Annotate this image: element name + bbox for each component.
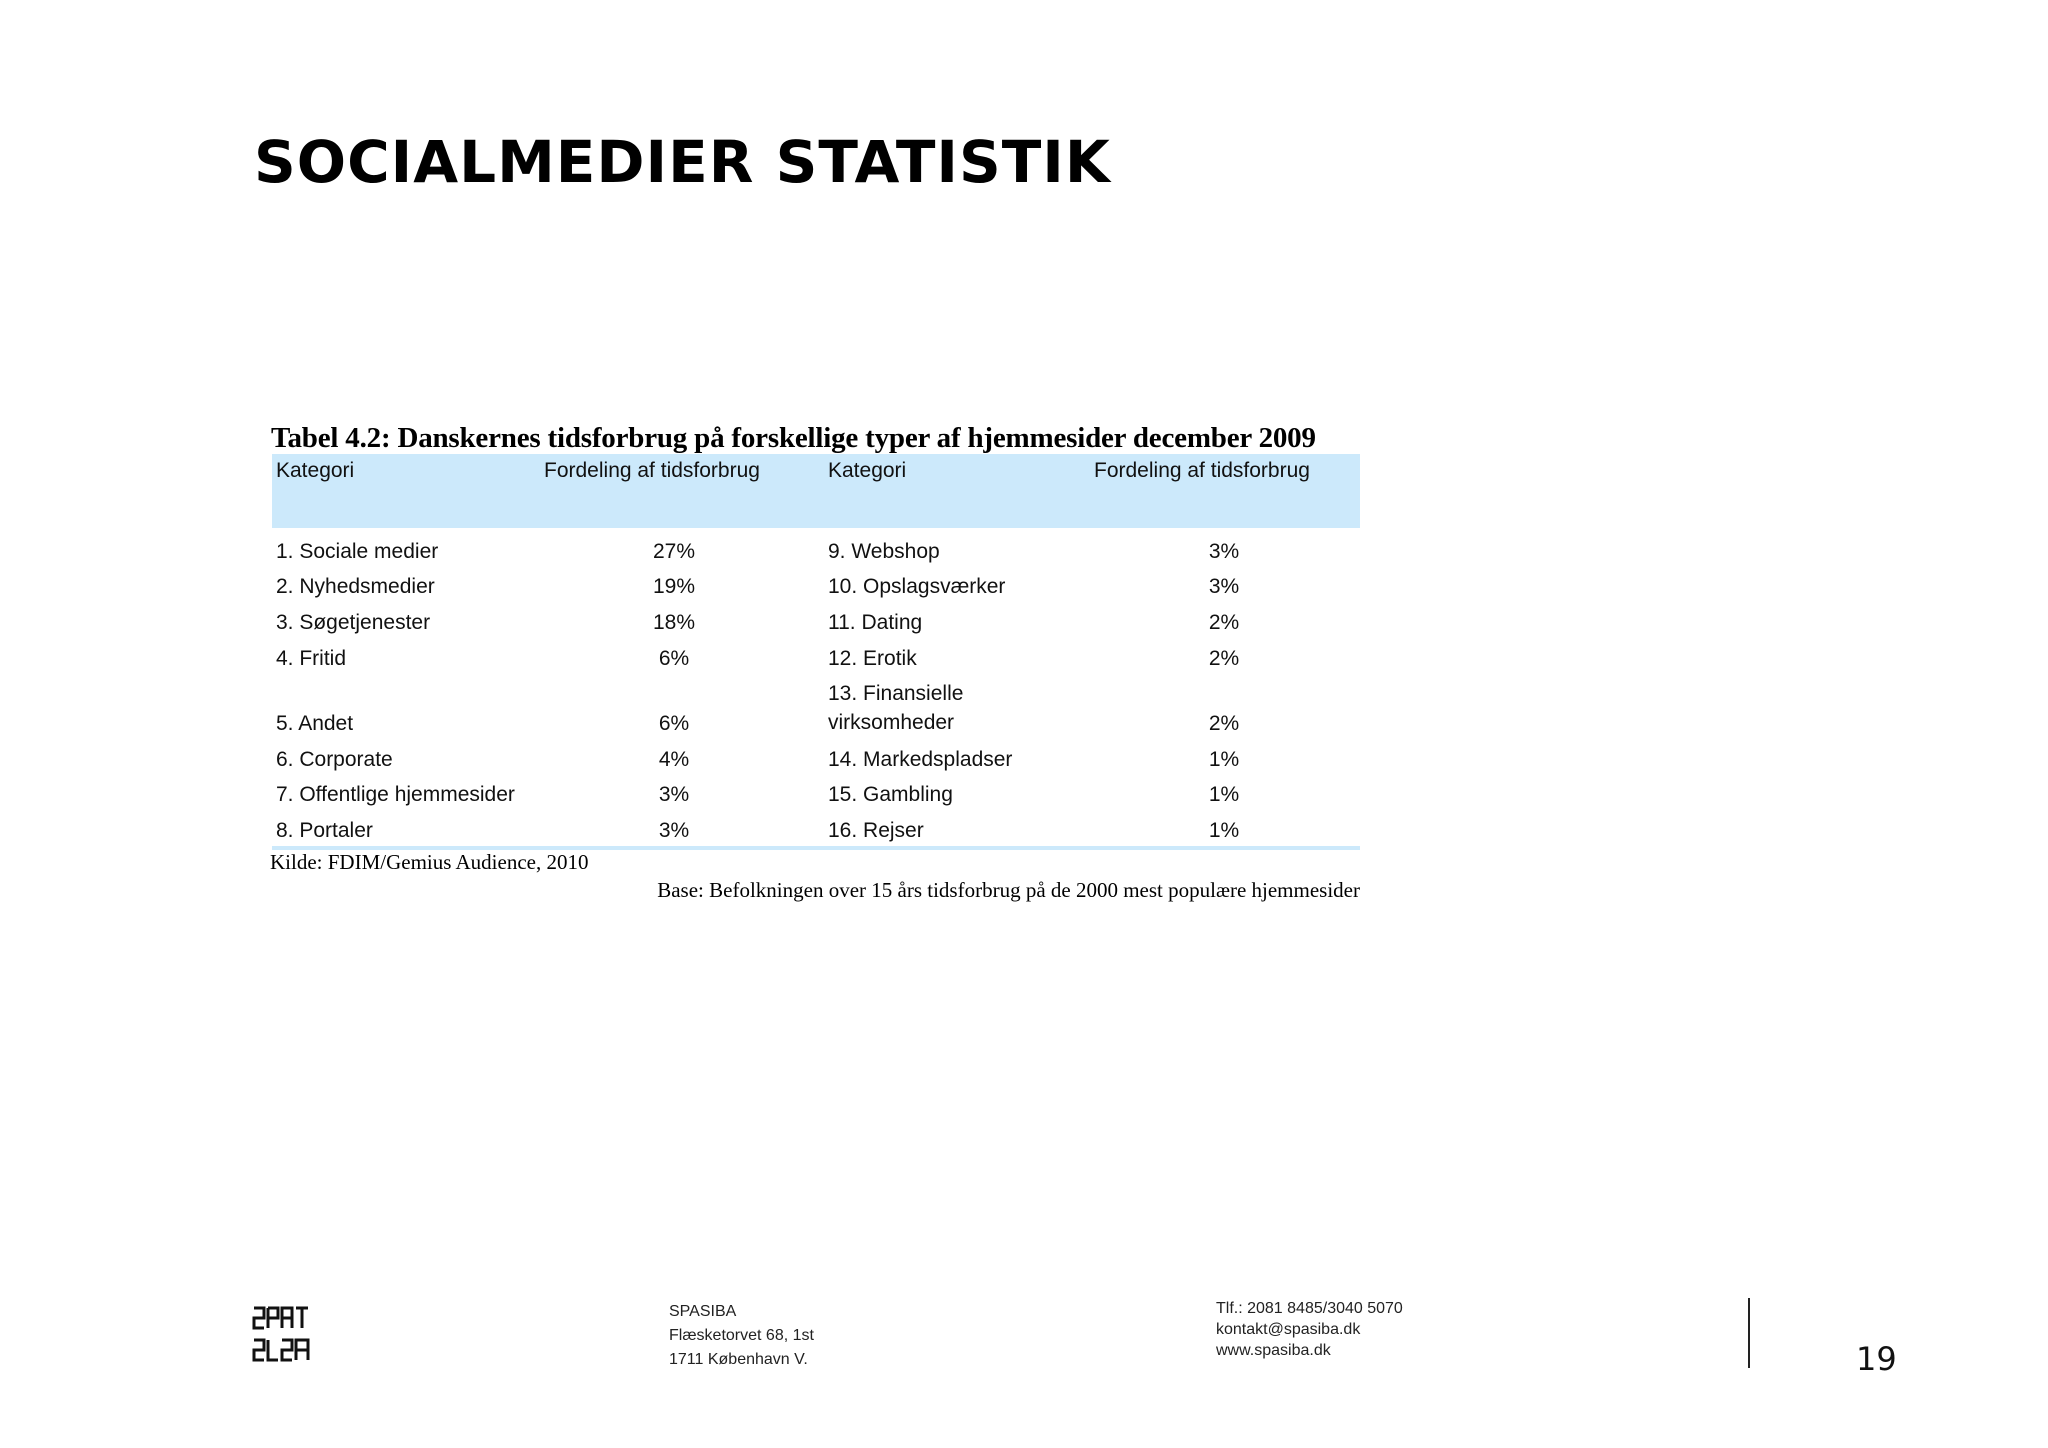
table-row-share: 3% bbox=[1208, 540, 1240, 563]
footer-city: 1711 København V. bbox=[669, 1351, 808, 1368]
footer-phone: Tlf.: 2081 8485/3040 5070 bbox=[1216, 1300, 1403, 1317]
table-row-share: 2% bbox=[1208, 712, 1240, 735]
table-row-category: 16. Rejser bbox=[828, 819, 924, 842]
table-row-category: 2. Nyhedsmedier bbox=[276, 575, 435, 598]
table-row-share: 1% bbox=[1208, 819, 1240, 842]
spasiba-logo-icon bbox=[252, 1306, 310, 1362]
table-row-share: 3% bbox=[658, 819, 690, 842]
table-row-share: 6% bbox=[658, 647, 690, 670]
footer-website-link[interactable]: www.spasiba.dk bbox=[1216, 1342, 1331, 1359]
table-row-category: 11. Dating bbox=[828, 611, 923, 634]
table-row-share: 3% bbox=[658, 783, 690, 806]
table-row-category: 8. Portaler bbox=[276, 819, 373, 842]
table-row-category: 10. Opslagsværker bbox=[828, 575, 1006, 598]
header-category-right: Kategori bbox=[828, 459, 907, 482]
table-row-share: 1% bbox=[1208, 748, 1240, 771]
page-number: 19 bbox=[1856, 1340, 1897, 1378]
table-row-share: 6% bbox=[658, 712, 690, 735]
table-row-share: 2% bbox=[1208, 611, 1240, 634]
footer-contact bbox=[1216, 1298, 1403, 1361]
table-row-category: 9. Webshop bbox=[828, 540, 940, 563]
table-row-category: 15. Gambling bbox=[828, 783, 953, 806]
table-figure bbox=[268, 418, 1362, 920]
table-row-category: 3. Søgetjenester bbox=[276, 611, 431, 634]
table-row-category: 14. Markedspladser bbox=[828, 748, 1013, 771]
table-row-category: 13. Finansielle bbox=[828, 682, 964, 705]
slide-title: SOCIALMEDIER STATISTIK bbox=[254, 128, 1111, 196]
table-source-note: Kilde: FDIM/Gemius Audience, 2010 bbox=[270, 850, 589, 874]
table-row-share: 3% bbox=[1208, 575, 1240, 598]
table-row-share: 2% bbox=[1208, 647, 1240, 670]
table-row-category: 1. Sociale medier bbox=[276, 540, 439, 563]
table-row-share: 18% bbox=[652, 611, 696, 634]
table-row-category: virksomheder bbox=[828, 711, 955, 734]
header-share-right: Fordeling af tidsforbrug bbox=[1094, 459, 1310, 482]
footer-street: Flæsketorvet 68, 1st bbox=[669, 1327, 814, 1344]
footer-divider bbox=[1748, 1298, 1750, 1368]
table-row-category: 7. Offentlige hjemmesider bbox=[276, 783, 515, 806]
table-caption: Tabel 4.2: Danskernes tidsforbrug på forskellige typer af hjemmesider december 2009 bbox=[271, 422, 1316, 454]
table-row-share: 27% bbox=[652, 540, 696, 563]
table-row-share: 19% bbox=[652, 575, 696, 598]
table-row-category: 12. Erotik bbox=[828, 647, 917, 670]
footer-company: SPASIBA bbox=[669, 1303, 737, 1320]
footer-email-link[interactable]: kontakt@spasiba.dk bbox=[1216, 1321, 1361, 1338]
table-row-category: 4. Fritid bbox=[276, 647, 347, 670]
table-base-note: Base: Befolkningen over 15 års tidsforbrug på de 2000 mest populære hjemmesider bbox=[657, 878, 1360, 902]
table-row-category: 6. Corporate bbox=[276, 748, 393, 771]
header-category-left: Kategori bbox=[276, 459, 355, 482]
header-share-left: Fordeling af tidsforbrug bbox=[544, 459, 760, 482]
table-row-share: 4% bbox=[658, 748, 690, 771]
footer-address bbox=[669, 1300, 814, 1372]
table-row-category: 5. Andet bbox=[276, 712, 354, 735]
table-row-share: 1% bbox=[1208, 783, 1240, 806]
